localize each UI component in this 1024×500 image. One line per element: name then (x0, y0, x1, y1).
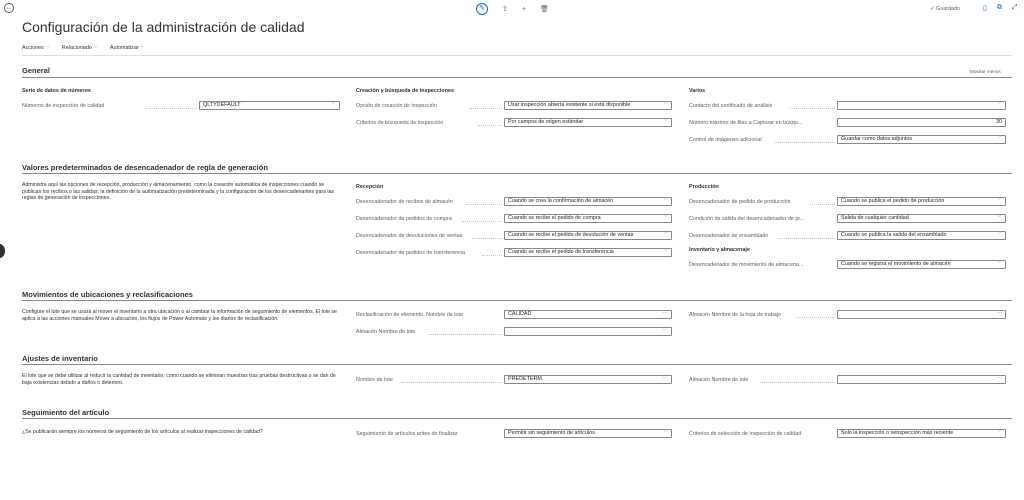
chevron-down-icon: ﹀ (662, 198, 668, 204)
production-trigger-value: Cuando se publica la salida del ensamblado (841, 232, 947, 238)
section-divider (22, 364, 1012, 365)
group-production: Producción (689, 184, 719, 190)
whse-worksheet-field[interactable] (837, 310, 1006, 319)
menu-actions-label: Acciones (22, 45, 44, 51)
action-menu (22, 45, 145, 51)
section-divider (22, 300, 1012, 301)
group-creation: Creación y búsqueda de inspecciones (356, 88, 454, 94)
chevron-down-icon: ﹀ (330, 102, 336, 108)
add-new-icon[interactable]: + (521, 5, 526, 13)
production-trigger-field[interactable] (837, 197, 1006, 206)
section-tracking-heading[interactable]: Seguimiento del artículo (22, 408, 110, 417)
before-finish-label: Seguimiento de artículos antes de finalizar (356, 431, 458, 437)
chevron-down-icon: ﹀ (996, 198, 1002, 204)
share-icon[interactable]: ⇪ (502, 6, 508, 13)
production-row-label: Condición de salida del desencadenador de pr... (689, 216, 805, 222)
delete-trash-icon[interactable]: 🗑 (539, 6, 549, 13)
chevron-down-icon: ﹀ (662, 102, 668, 108)
dotted-leader (778, 238, 835, 239)
menu-actions[interactable] (22, 45, 50, 51)
page-title: Configuración de la administración de calidad (22, 19, 305, 35)
receiving-row-label: Desencadenador de pedidos de compra (356, 216, 452, 222)
dotted-leader (428, 334, 502, 335)
receiving-trigger-field[interactable] (504, 197, 672, 206)
dotted-leader (402, 382, 502, 383)
whse-worksheet-label: Almacén Nombre de la hoja de trabajo (689, 312, 781, 318)
cert-contact-field[interactable] (837, 101, 1006, 110)
inspection-nos-value: QLTYDEFAULT (203, 102, 241, 108)
adjustments-description: El lote que se debe utilizar al reducir la cantidad de inventario, como cuando se eliminan muestras tras pruebas destructivas o se dan de baja existencias debido a daños o deterioro. (22, 373, 336, 386)
section-divider (22, 173, 1012, 174)
chevron-down-icon: ﹀ (662, 249, 668, 255)
ellipsis-lookup-icon[interactable]: ··· (663, 327, 668, 333)
adj-batch-value: PREDETERM. (508, 376, 544, 382)
receiving-row-label: Desencadenador de recibos de almacén (356, 199, 453, 205)
adj-whse-batch-label: Almacén Nombre de lote (689, 377, 749, 383)
edit-pencil-icon[interactable]: ✎ (476, 3, 488, 15)
image-control-label: Control de imágenes adicional (689, 137, 762, 143)
dotted-leader (145, 108, 197, 109)
chevron-down-icon: ﹀ (996, 232, 1002, 238)
reclass-batch-label: Reclasificación de elemento. Nombre de lote (356, 312, 463, 318)
menu-automate-label: Automatizar (109, 45, 139, 51)
selection-criteria-label: Criterios de selección de inspección de calidad (689, 431, 802, 437)
cert-contact-label: Contacto del certificado de análisis (689, 103, 773, 109)
dotted-leader (790, 108, 835, 109)
receiving-trigger-field[interactable] (504, 231, 672, 240)
production-trigger-field[interactable] (837, 214, 1006, 223)
whse-batch-field[interactable] (504, 327, 672, 336)
search-criteria-label: Criterios de búsqueda de inspección (356, 120, 444, 126)
top-toolbar (476, 3, 549, 15)
dotted-leader (482, 255, 502, 256)
receiving-trigger-field[interactable] (504, 214, 672, 223)
max-rows-value: 30 (996, 119, 1002, 125)
image-control-value: Guardar como datos adjuntos (841, 136, 913, 142)
inspection-nos-label: Números de inspección de calidad (22, 103, 105, 109)
production-row-label: Desencadenador de pedido de producción (689, 199, 791, 205)
dotted-leader (470, 108, 502, 109)
chevron-down-icon: ﹀ (140, 45, 145, 50)
ellipsis-lookup-icon[interactable]: ··· (663, 310, 668, 316)
back-arrow-icon[interactable]: ← (6, 5, 12, 11)
inventory-trigger-field[interactable] (837, 260, 1006, 269)
chevron-down-icon: ﹀ (93, 45, 98, 50)
open-new-window-icon[interactable]: ⧉ (996, 4, 1002, 11)
creation-option-label: Opción de creación de inspección (356, 103, 437, 109)
chevron-down-icon: ﹀ (45, 45, 50, 50)
production-row-label: Desencadenador de ensamblado (689, 233, 769, 239)
saved-label: Guardado (936, 6, 961, 12)
inspection-nos-field[interactable] (199, 101, 340, 110)
chevron-down-icon: ﹀ (662, 430, 668, 436)
menu-automate[interactable] (110, 45, 145, 51)
receiving-row-label: Desencadenador de devoluciones de ventas (356, 233, 463, 239)
receiving-trigger-value: Cuando se recibe el pedido de compra (508, 215, 601, 221)
reclass-batch-value: CALIDAD (508, 311, 532, 317)
selection-criteria-value: Solo la inspección o reinspección más reciente (841, 430, 954, 436)
dotted-leader (466, 204, 502, 205)
side-handle[interactable] (0, 244, 5, 258)
max-rows-field[interactable] (837, 118, 1006, 127)
menu-divider (22, 55, 1012, 56)
before-finish-value: Permitir sin seguimiento de artículos (508, 430, 595, 436)
inventory-row-label: Desencadenador de movimiento de almacena... (689, 262, 804, 268)
search-criteria-value: Por campos de origen estándar (508, 119, 584, 125)
chevron-down-icon: ﹀ (996, 136, 1002, 142)
section-divider (22, 77, 1012, 78)
selection-criteria-field[interactable] (837, 429, 1006, 438)
section-general-heading[interactable]: General (22, 66, 50, 75)
adj-batch-field[interactable] (504, 375, 672, 384)
dotted-leader (478, 125, 502, 126)
expand-icon[interactable]: ⤢ (1011, 4, 1018, 11)
receiving-trigger-value: Cuando se recibe el pedido de transferencia (508, 249, 614, 255)
receiving-trigger-field[interactable] (504, 248, 672, 257)
production-trigger-value: Salida de cualquier cantidad (841, 215, 909, 221)
receiving-row-label: Desencadenador de pedidos de transferencia (356, 250, 466, 256)
inventory-trigger-value: Cuando se registra el movimiento de almacén (841, 261, 951, 267)
search-criteria-field[interactable] (504, 118, 672, 127)
receiving-trigger-value: Cuando se recibe el pedido de devolución de ventas (508, 232, 634, 238)
whse-batch-label: Almacén Nombre de lote (356, 329, 416, 335)
saved-status (930, 6, 960, 12)
triggers-description: Administra aquí las opciones de recepción, producción y almacenamiento, como la creación automática de inspecciones cuando se publican los recibos o las salidas; la definición de la automatización predeterminada y la configuración de los desencadenantes para las reglas de generación de inspecciones. (22, 182, 335, 202)
chevron-down-icon: ﹀ (996, 430, 1002, 436)
bookmark-icon[interactable]: ▯ (983, 5, 987, 12)
ellipsis-lookup-icon[interactable]: ··· (997, 375, 1002, 381)
menu-related[interactable] (62, 45, 98, 51)
reclass-batch-field[interactable] (504, 310, 672, 319)
right-toolbar (983, 4, 1017, 12)
section-divider (22, 418, 1012, 419)
tracking-description: ¿Se publicarán siempre los números de seguimiento de los artículos al realizar inspecciones de calidad? (22, 429, 263, 435)
chevron-down-icon: ﹀ (662, 215, 668, 221)
dotted-leader (472, 238, 502, 239)
group-numbering: Serie de datos de números (22, 88, 91, 94)
image-control-field[interactable] (837, 135, 1006, 144)
chevron-down-icon: ﹀ (662, 232, 668, 238)
before-finish-field[interactable] (504, 429, 672, 438)
section-triggers-heading[interactable]: Valores predeterminados de desencadenador de regla de generación (22, 163, 268, 172)
menu-related-label: Relacionado (61, 45, 92, 51)
chevron-down-icon: ﹀ (996, 215, 1002, 221)
show-less-link[interactable]: Mostrar menos (970, 69, 1001, 74)
ellipsis-lookup-icon[interactable]: ··· (663, 375, 668, 381)
creation-option-field[interactable] (504, 101, 672, 110)
section-adjustments-heading[interactable]: Ajustes de inventario (22, 354, 98, 363)
production-trigger-value: Cuando se publica el pedido de producción (841, 198, 945, 204)
adj-whse-batch-field[interactable] (837, 375, 1006, 384)
group-inventory: Inventario y almacenaje (689, 247, 750, 253)
chevron-down-icon: ﹀ (662, 119, 668, 125)
dotted-leader (796, 317, 835, 318)
chevron-down-icon: ﹀ (996, 261, 1002, 267)
dotted-leader (760, 382, 835, 383)
section-bin-moves-heading[interactable]: Movimientos de ubicaciones y reclasificaciones (22, 290, 193, 299)
receiving-trigger-value: Cuando se crea la confirmación de almacén (508, 198, 614, 204)
chevron-down-icon: ﹀ (996, 102, 1002, 108)
dotted-leader (462, 221, 502, 222)
bin-moves-description: Configure el lote que se usará al mover el inventario a otra ubicación o al cambiar la información de seguimiento de elementos. El lote se aplica a las acciones manuales Mover a ubicación, los flujos de Power Automate y los diarios de reclasificación. (22, 309, 337, 322)
group-misc: Varios (689, 88, 706, 94)
group-receiving: Recepción (356, 184, 384, 190)
max-rows-label: Número máximo de filas a Capturar en búsqu... (689, 120, 803, 126)
adj-batch-label: Nombre de lote (356, 377, 393, 383)
dotted-leader (810, 204, 835, 205)
production-trigger-field[interactable] (837, 231, 1006, 240)
dotted-leader (775, 142, 835, 143)
ellipsis-lookup-icon[interactable]: ··· (997, 310, 1002, 316)
creation-option-value: Usar inspección abierta existente si está disponible (508, 102, 631, 108)
saved-check-icon: ✓ (930, 6, 935, 12)
